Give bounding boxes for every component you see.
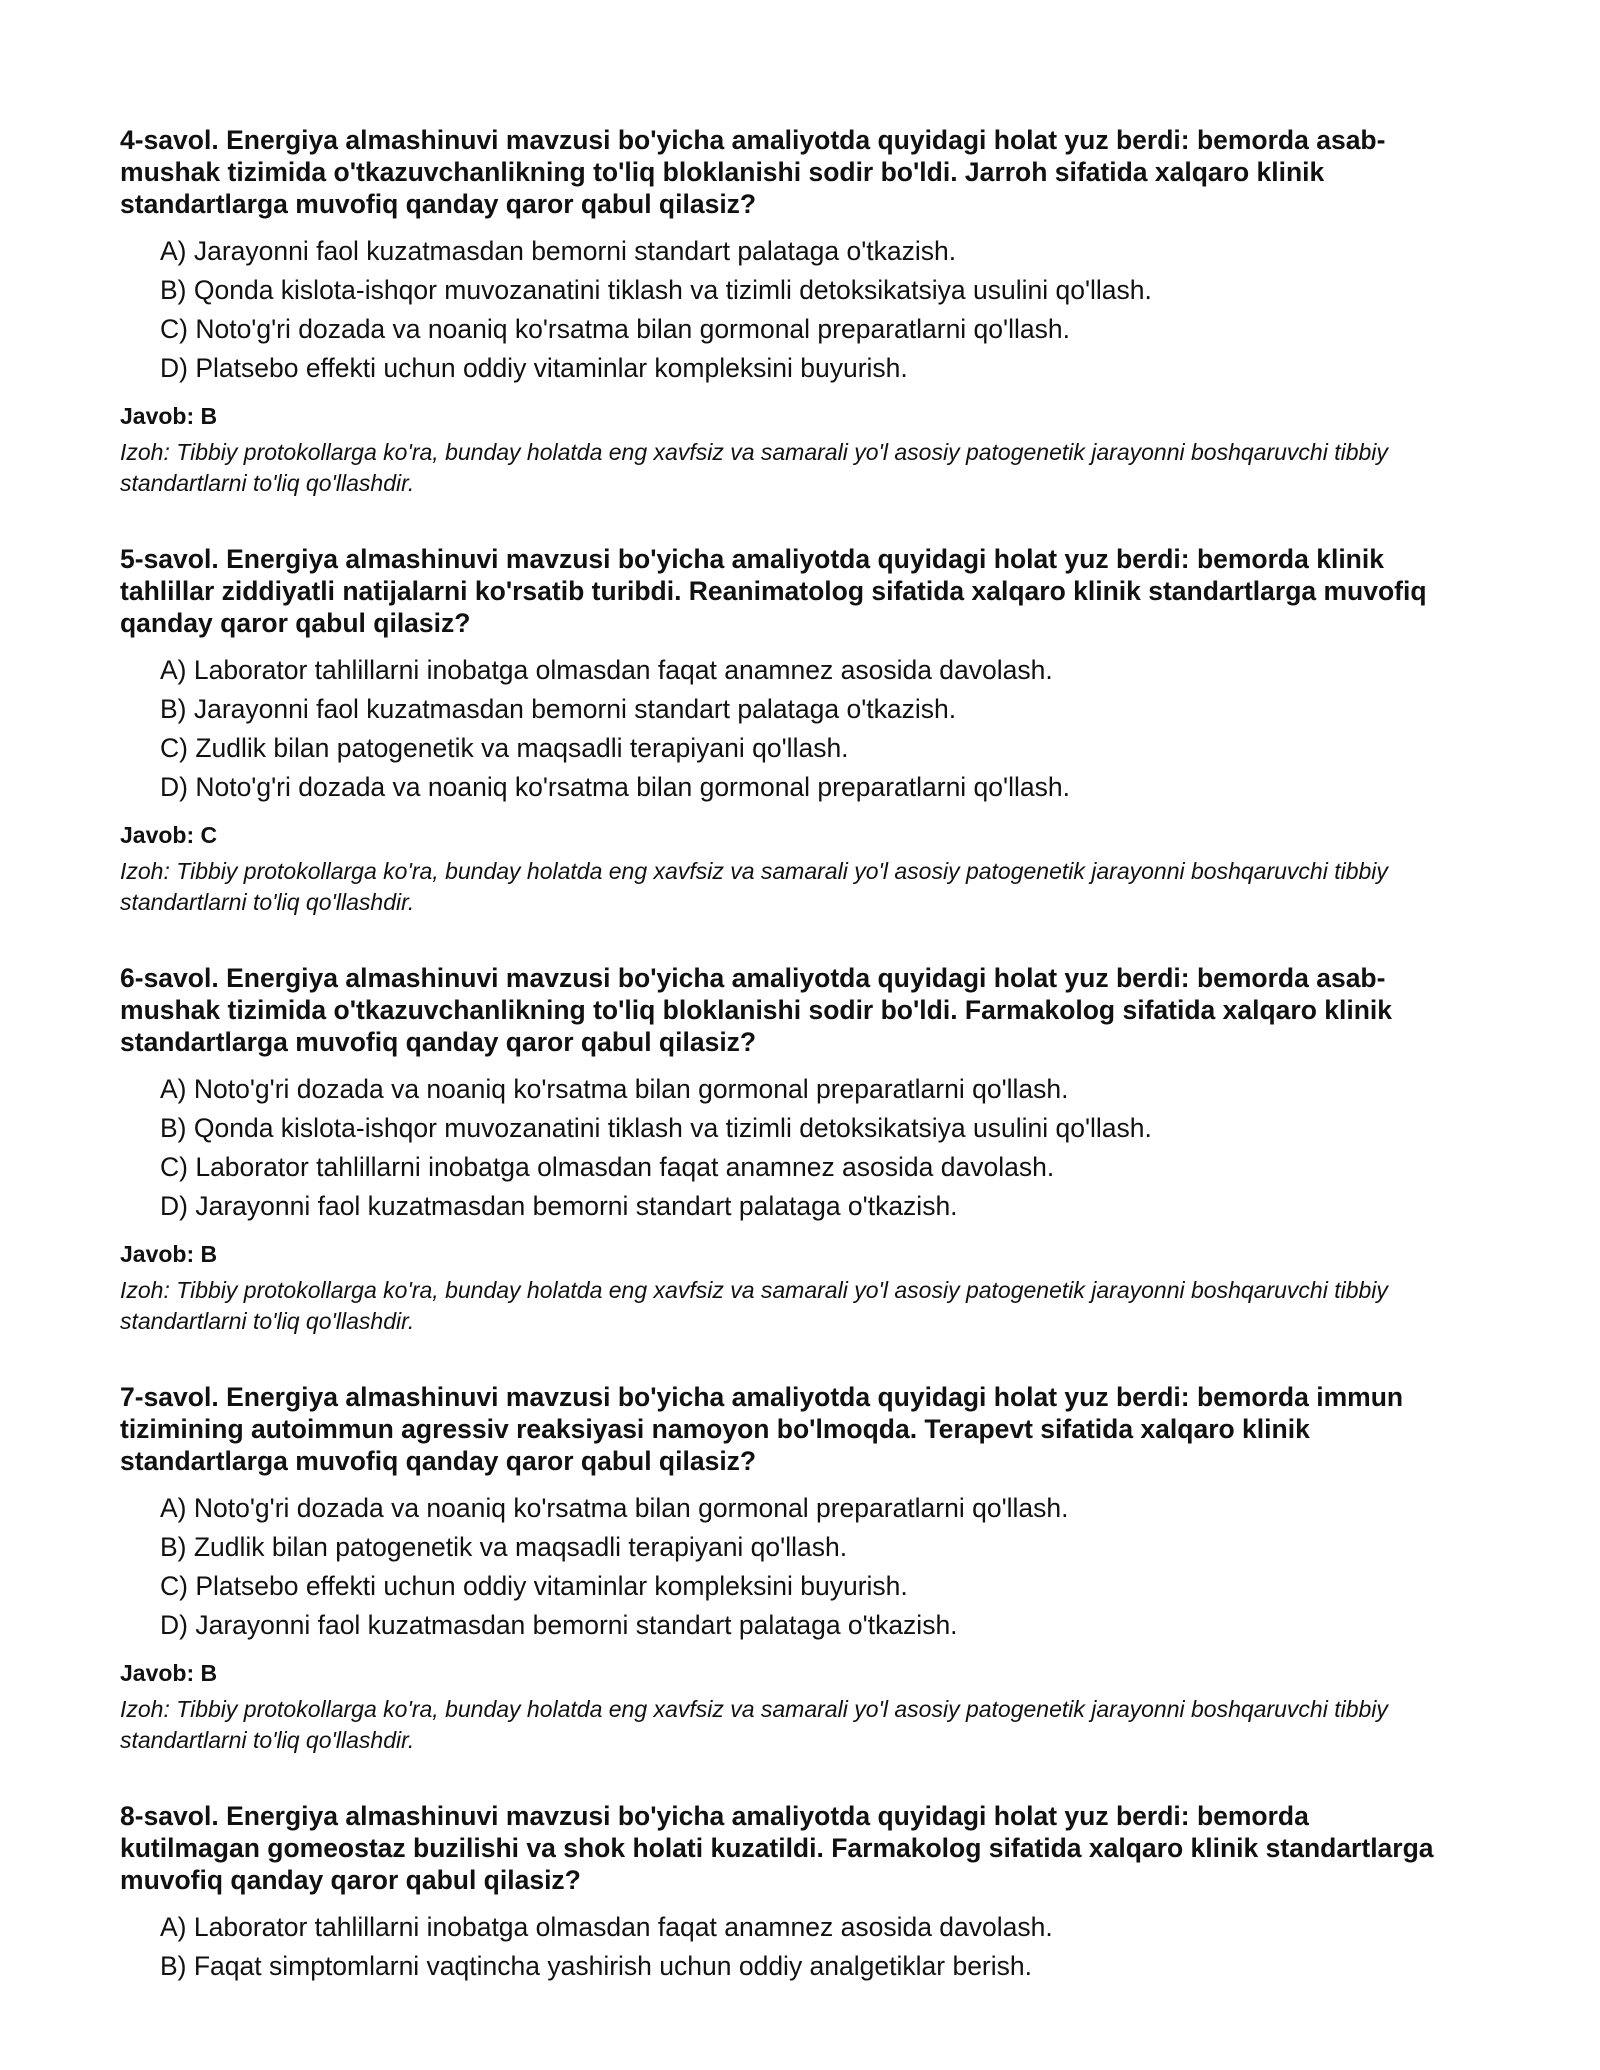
question-body: Energiya almashinuvi mavzusi bo'yicha amaliyotda quyidagi holat yuz berdi: bemorda asab-mushak tizimida o'tkazuvchanlikning to'liq bloklanishi sodir bo'ldi. Jarroh sifatida xalqaro klinik standartlarga muvofiq qanday qaror qabul qilasiz?	[120, 125, 1386, 219]
question-number: 5-savol.	[120, 544, 219, 574]
question-8	[120, 1800, 1440, 1986]
option-b: B) Jarayonni faol kuzatmasdan bemorni standart palataga o'tkazish.	[160, 694, 957, 724]
question-7	[120, 1381, 1440, 1756]
question-text	[120, 543, 1440, 639]
answer-options	[120, 1908, 1440, 1986]
question-body: Energiya almashinuvi mavzusi bo'yicha amaliyotda quyidagi holat yuz berdi: bemorda klinik tahlillar ziddiyatli natijalarni ko'rsatib turibdi. Reanimatolog sifatida xalqaro klinik standartlarga muvofiq qanday qaror qabul qilasiz?	[120, 544, 1427, 638]
option-d: D) Jarayonni faol kuzatmasdan bemorni standart palataga o'tkazish.	[160, 1610, 958, 1640]
question-5	[120, 543, 1440, 918]
explanation: Izoh: Tibbiy protokollarga ko'ra, bunday holatda eng xavfsiz va samarali yo'l asosiy patogenetik jarayonni boshqaruvchi tibbiy standartlarni to'liq qo'llashdir.	[120, 439, 1388, 496]
option-c: C) Noto'g'ri dozada va noaniq ko'rsatma bilan gormonal preparatlarni qo'llash.	[160, 314, 1070, 344]
explanation: Izoh: Tibbiy protokollarga ko'ra, bunday holatda eng xavfsiz va samarali yo'l asosiy patogenetik jarayonni boshqaruvchi tibbiy standartlarni to'liq qo'llashdir.	[120, 1696, 1388, 1753]
answer-key: Javob: B	[120, 1241, 218, 1267]
question-body: Energiya almashinuvi mavzusi bo'yicha amaliyotda quyidagi holat yuz berdi: bemorda kutilmagan gomeostaz buzilishi va shok holati kuzatildi. Farmakolog sifatida xalqaro klinik standartlarga muvofiq qanday qaror qabul qilasiz?	[120, 1801, 1434, 1895]
question-text	[120, 1381, 1440, 1477]
option-b: B) Faqat simptomlarni vaqtincha yashirish uchun oddiy analgetiklar berish.	[160, 1951, 1032, 1981]
question-text	[120, 962, 1440, 1058]
option-a: A) Laborator tahlillarni inobatga olmasdan faqat anamnez asosida davolash.	[160, 1912, 1053, 1942]
answer-key: Javob: B	[120, 403, 218, 429]
question-4	[120, 124, 1440, 499]
answer-options	[120, 1070, 1440, 1226]
explanation: Izoh: Tibbiy protokollarga ko'ra, bunday holatda eng xavfsiz va samarali yo'l asosiy patogenetik jarayonni boshqaruvchi tibbiy standartlarni to'liq qo'llashdir.	[120, 1277, 1388, 1334]
answer-options	[120, 1489, 1440, 1645]
option-d: D) Jarayonni faol kuzatmasdan bemorni standart palataga o'tkazish.	[160, 1191, 958, 1221]
option-b: B) Zudlik bilan patogenetik va maqsadli terapiyani qo'llash.	[160, 1532, 848, 1562]
option-b: B) Qonda kislota-ishqor muvozanatini tiklash va tizimli detoksikatsiya usulini qo'llash.	[160, 1113, 1152, 1143]
question-body: Energiya almashinuvi mavzusi bo'yicha amaliyotda quyidagi holat yuz berdi: bemorda immun tizimining autoimmun agressiv reaksiyasi namoyon bo'lmoqda. Terapevt sifatida xalqaro klinik standartlarga muvofiq qanday qaror qabul qilasiz?	[120, 1382, 1404, 1476]
question-number: 6-savol.	[120, 963, 219, 993]
question-text	[120, 124, 1440, 220]
option-c: C) Laborator tahlillarni inobatga olmasdan faqat anamnez asosida davolash.	[160, 1152, 1055, 1182]
question-number: 4-savol.	[120, 125, 219, 155]
question-text	[120, 1800, 1440, 1896]
question-number: 7-savol.	[120, 1382, 219, 1412]
option-d: D) Platsebo effekti uchun oddiy vitaminlar kompleksini buyurish.	[160, 353, 908, 383]
answer-key: Javob: B	[120, 1660, 218, 1686]
explanation: Izoh: Tibbiy protokollarga ko'ra, bunday holatda eng xavfsiz va samarali yo'l asosiy patogenetik jarayonni boshqaruvchi tibbiy standartlarni to'liq qo'llashdir.	[120, 858, 1388, 915]
question-6	[120, 962, 1440, 1337]
option-b: B) Qonda kislota-ishqor muvozanatini tiklash va tizimli detoksikatsiya usulini qo'llash.	[160, 275, 1152, 305]
option-c: C) Zudlik bilan patogenetik va maqsadli terapiyani qo'llash.	[160, 733, 849, 763]
option-a: A) Jarayonni faol kuzatmasdan bemorni standart palataga o'tkazish.	[160, 236, 957, 266]
option-c: C) Platsebo effekti uchun oddiy vitaminlar kompleksini buyurish.	[160, 1571, 908, 1601]
option-a: A) Laborator tahlillarni inobatga olmasdan faqat anamnez asosida davolash.	[160, 655, 1053, 685]
answer-key: Javob: C	[120, 822, 218, 848]
option-a: A) Noto'g'ri dozada va noaniq ko'rsatma bilan gormonal preparatlarni qo'llash.	[160, 1493, 1069, 1523]
answer-options	[120, 651, 1440, 807]
answer-options	[120, 232, 1440, 388]
option-a: A) Noto'g'ri dozada va noaniq ko'rsatma bilan gormonal preparatlarni qo'llash.	[160, 1074, 1069, 1104]
option-d: D) Noto'g'ri dozada va noaniq ko'rsatma bilan gormonal preparatlarni qo'llash.	[160, 772, 1070, 802]
question-number: 8-savol.	[120, 1801, 219, 1831]
question-body: Energiya almashinuvi mavzusi bo'yicha amaliyotda quyidagi holat yuz berdi: bemorda asab-mushak tizimida o'tkazuvchanlikning to'liq bloklanishi sodir bo'ldi. Farmakolog sifatida xalqaro klinik standartlarga muvofiq qanday qaror qabul qilasiz?	[120, 963, 1392, 1057]
